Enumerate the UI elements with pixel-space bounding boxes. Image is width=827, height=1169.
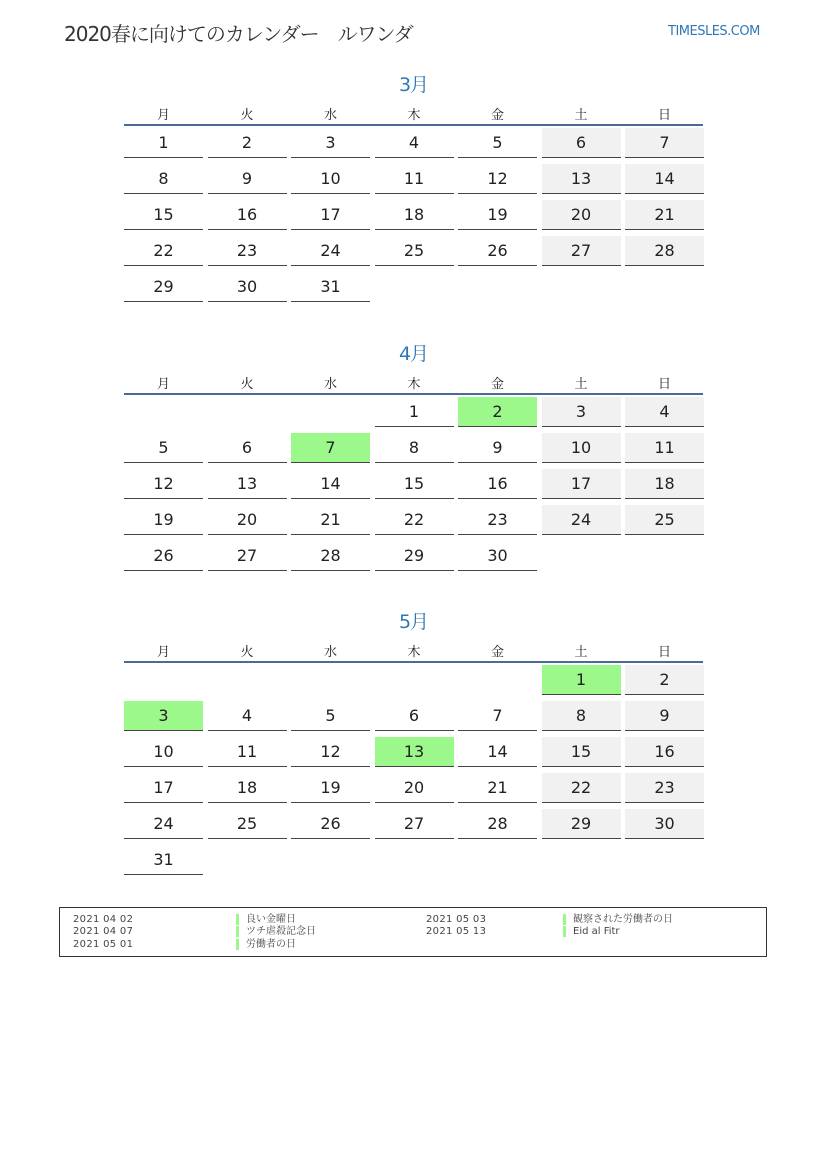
weekday-header (124, 104, 703, 126)
day-cell: 30 (208, 272, 287, 302)
day-cell: 11 (208, 737, 287, 767)
site-link[interactable]: TIMESLES.COM (668, 24, 760, 39)
day-cell: 3 (291, 128, 370, 158)
day-cell: 17 (542, 469, 621, 499)
weekday-label: 水 (323, 377, 337, 392)
weekday-label: 木 (407, 645, 421, 660)
day-cell: 8 (375, 433, 454, 463)
day-cell: 9 (625, 701, 704, 731)
month-block (124, 70, 703, 370)
day-cell: 5 (458, 128, 537, 158)
legend-holiday-name: 労働者の日 (236, 939, 296, 950)
day-cell: 18 (208, 773, 287, 803)
legend-holiday-name: Eid al Fitr (563, 926, 620, 937)
day-cell: 3 (542, 397, 621, 427)
day-cell: 13 (542, 164, 621, 194)
day-cell: 15 (542, 737, 621, 767)
day-cell: 9 (458, 433, 537, 463)
day-cell: 14 (458, 737, 537, 767)
header-divider (124, 393, 703, 395)
page-title: 2020春に向けてのカレンダー ルワンダ (64, 22, 413, 46)
day-cell: 22 (375, 505, 454, 535)
weekday-label: 木 (407, 377, 421, 392)
weekday-label: 火 (240, 645, 254, 660)
day-cell: 26 (291, 809, 370, 839)
day-cell: 18 (375, 200, 454, 230)
holiday-day-cell: 13 (375, 737, 454, 767)
legend-holiday-name: 観察された労働者の日 (563, 914, 673, 925)
day-cell: 10 (124, 737, 203, 767)
day-cell: 8 (124, 164, 203, 194)
legend-date: 2021 04 02 (73, 914, 134, 925)
day-cell: 6 (375, 701, 454, 731)
day-cell: 5 (291, 701, 370, 731)
day-cell: 9 (208, 164, 287, 194)
day-cell: 18 (625, 469, 704, 499)
weekday-label: 日 (657, 645, 671, 660)
day-cell: 29 (375, 541, 454, 571)
day-cell: 19 (291, 773, 370, 803)
weekday-label: 金 (490, 108, 504, 123)
day-cell: 22 (542, 773, 621, 803)
weekday-label: 月 (156, 108, 170, 123)
day-cell: 24 (291, 236, 370, 266)
weekday-label: 土 (574, 108, 588, 123)
day-cell: 6 (542, 128, 621, 158)
weekday-label: 土 (574, 645, 588, 660)
day-cell: 4 (625, 397, 704, 427)
weekday-label: 月 (156, 377, 170, 392)
day-cell: 16 (625, 737, 704, 767)
legend-date: 2021 05 03 (426, 914, 487, 925)
weekday-label: 日 (657, 377, 671, 392)
holiday-legend (59, 907, 767, 957)
month-title: 4月 (398, 343, 429, 365)
day-cell: 7 (625, 128, 704, 158)
weekday-label: 土 (574, 377, 588, 392)
day-cell: 25 (625, 505, 704, 535)
day-cell: 20 (208, 505, 287, 535)
day-cell: 10 (291, 164, 370, 194)
legend-holiday-name: 良い金曜日 (236, 914, 296, 925)
day-cell: 15 (124, 200, 203, 230)
day-cell: 12 (291, 737, 370, 767)
legend-date: 2021 05 13 (426, 926, 487, 937)
holiday-day-cell: 2 (458, 397, 537, 427)
weekday-label: 金 (490, 645, 504, 660)
weekday-label: 金 (490, 377, 504, 392)
day-cell: 22 (124, 236, 203, 266)
day-cell: 6 (208, 433, 287, 463)
day-cell: 4 (375, 128, 454, 158)
day-cell: 24 (542, 505, 621, 535)
day-cell: 5 (124, 433, 203, 463)
day-cell: 15 (375, 469, 454, 499)
month-title: 3月 (398, 74, 429, 96)
day-cell: 14 (291, 469, 370, 499)
day-cell: 27 (542, 236, 621, 266)
day-cell: 17 (124, 773, 203, 803)
weekday-header (124, 373, 703, 395)
day-cell: 30 (458, 541, 537, 571)
day-cell: 28 (291, 541, 370, 571)
day-cell: 26 (124, 541, 203, 571)
day-cell: 25 (375, 236, 454, 266)
day-cell: 2 (208, 128, 287, 158)
day-cell: 21 (458, 773, 537, 803)
legend-holiday-name: ツチ虐殺記念日 (236, 926, 316, 937)
header-divider (124, 124, 703, 126)
holiday-day-cell: 1 (542, 665, 621, 695)
day-cell: 24 (124, 809, 203, 839)
month-title: 5月 (398, 611, 429, 633)
weekday-header (124, 641, 703, 663)
day-cell: 30 (625, 809, 704, 839)
day-cell: 4 (208, 701, 287, 731)
weekday-label: 火 (240, 377, 254, 392)
day-cell: 27 (375, 809, 454, 839)
day-cell: 31 (124, 845, 203, 875)
day-cell: 26 (458, 236, 537, 266)
day-cell: 29 (124, 272, 203, 302)
day-cell: 19 (458, 200, 537, 230)
day-cell: 16 (208, 200, 287, 230)
day-cell: 7 (458, 701, 537, 731)
weekday-label: 水 (323, 645, 337, 660)
day-cell: 27 (208, 541, 287, 571)
weekday-label: 水 (323, 108, 337, 123)
day-cell: 28 (458, 809, 537, 839)
day-cell: 2 (625, 665, 704, 695)
day-cell: 8 (542, 701, 621, 731)
legend-date: 2021 05 01 (73, 939, 134, 950)
holiday-day-cell: 7 (291, 433, 370, 463)
day-cell: 31 (291, 272, 370, 302)
day-cell: 11 (625, 433, 704, 463)
day-cell: 13 (208, 469, 287, 499)
weekday-label: 日 (657, 108, 671, 123)
weekday-label: 火 (240, 108, 254, 123)
day-cell: 29 (542, 809, 621, 839)
day-cell: 20 (375, 773, 454, 803)
day-cell: 19 (124, 505, 203, 535)
weekday-label: 木 (407, 108, 421, 123)
day-cell: 20 (542, 200, 621, 230)
day-cell: 11 (375, 164, 454, 194)
header-divider (124, 661, 703, 663)
day-cell: 23 (458, 505, 537, 535)
day-cell: 12 (458, 164, 537, 194)
holiday-day-cell: 3 (124, 701, 203, 731)
day-cell: 23 (625, 773, 704, 803)
day-cell: 1 (375, 397, 454, 427)
weekday-label: 月 (156, 645, 170, 660)
day-cell: 21 (291, 505, 370, 535)
day-cell: 1 (124, 128, 203, 158)
day-cell: 23 (208, 236, 287, 266)
day-cell: 10 (542, 433, 621, 463)
day-cell: 14 (625, 164, 704, 194)
day-cell: 28 (625, 236, 704, 266)
legend-date: 2021 04 07 (73, 926, 134, 937)
day-cell: 16 (458, 469, 537, 499)
day-cell: 25 (208, 809, 287, 839)
month-block (124, 339, 703, 639)
day-cell: 17 (291, 200, 370, 230)
day-cell: 21 (625, 200, 704, 230)
day-cell: 12 (124, 469, 203, 499)
month-block (124, 607, 703, 907)
